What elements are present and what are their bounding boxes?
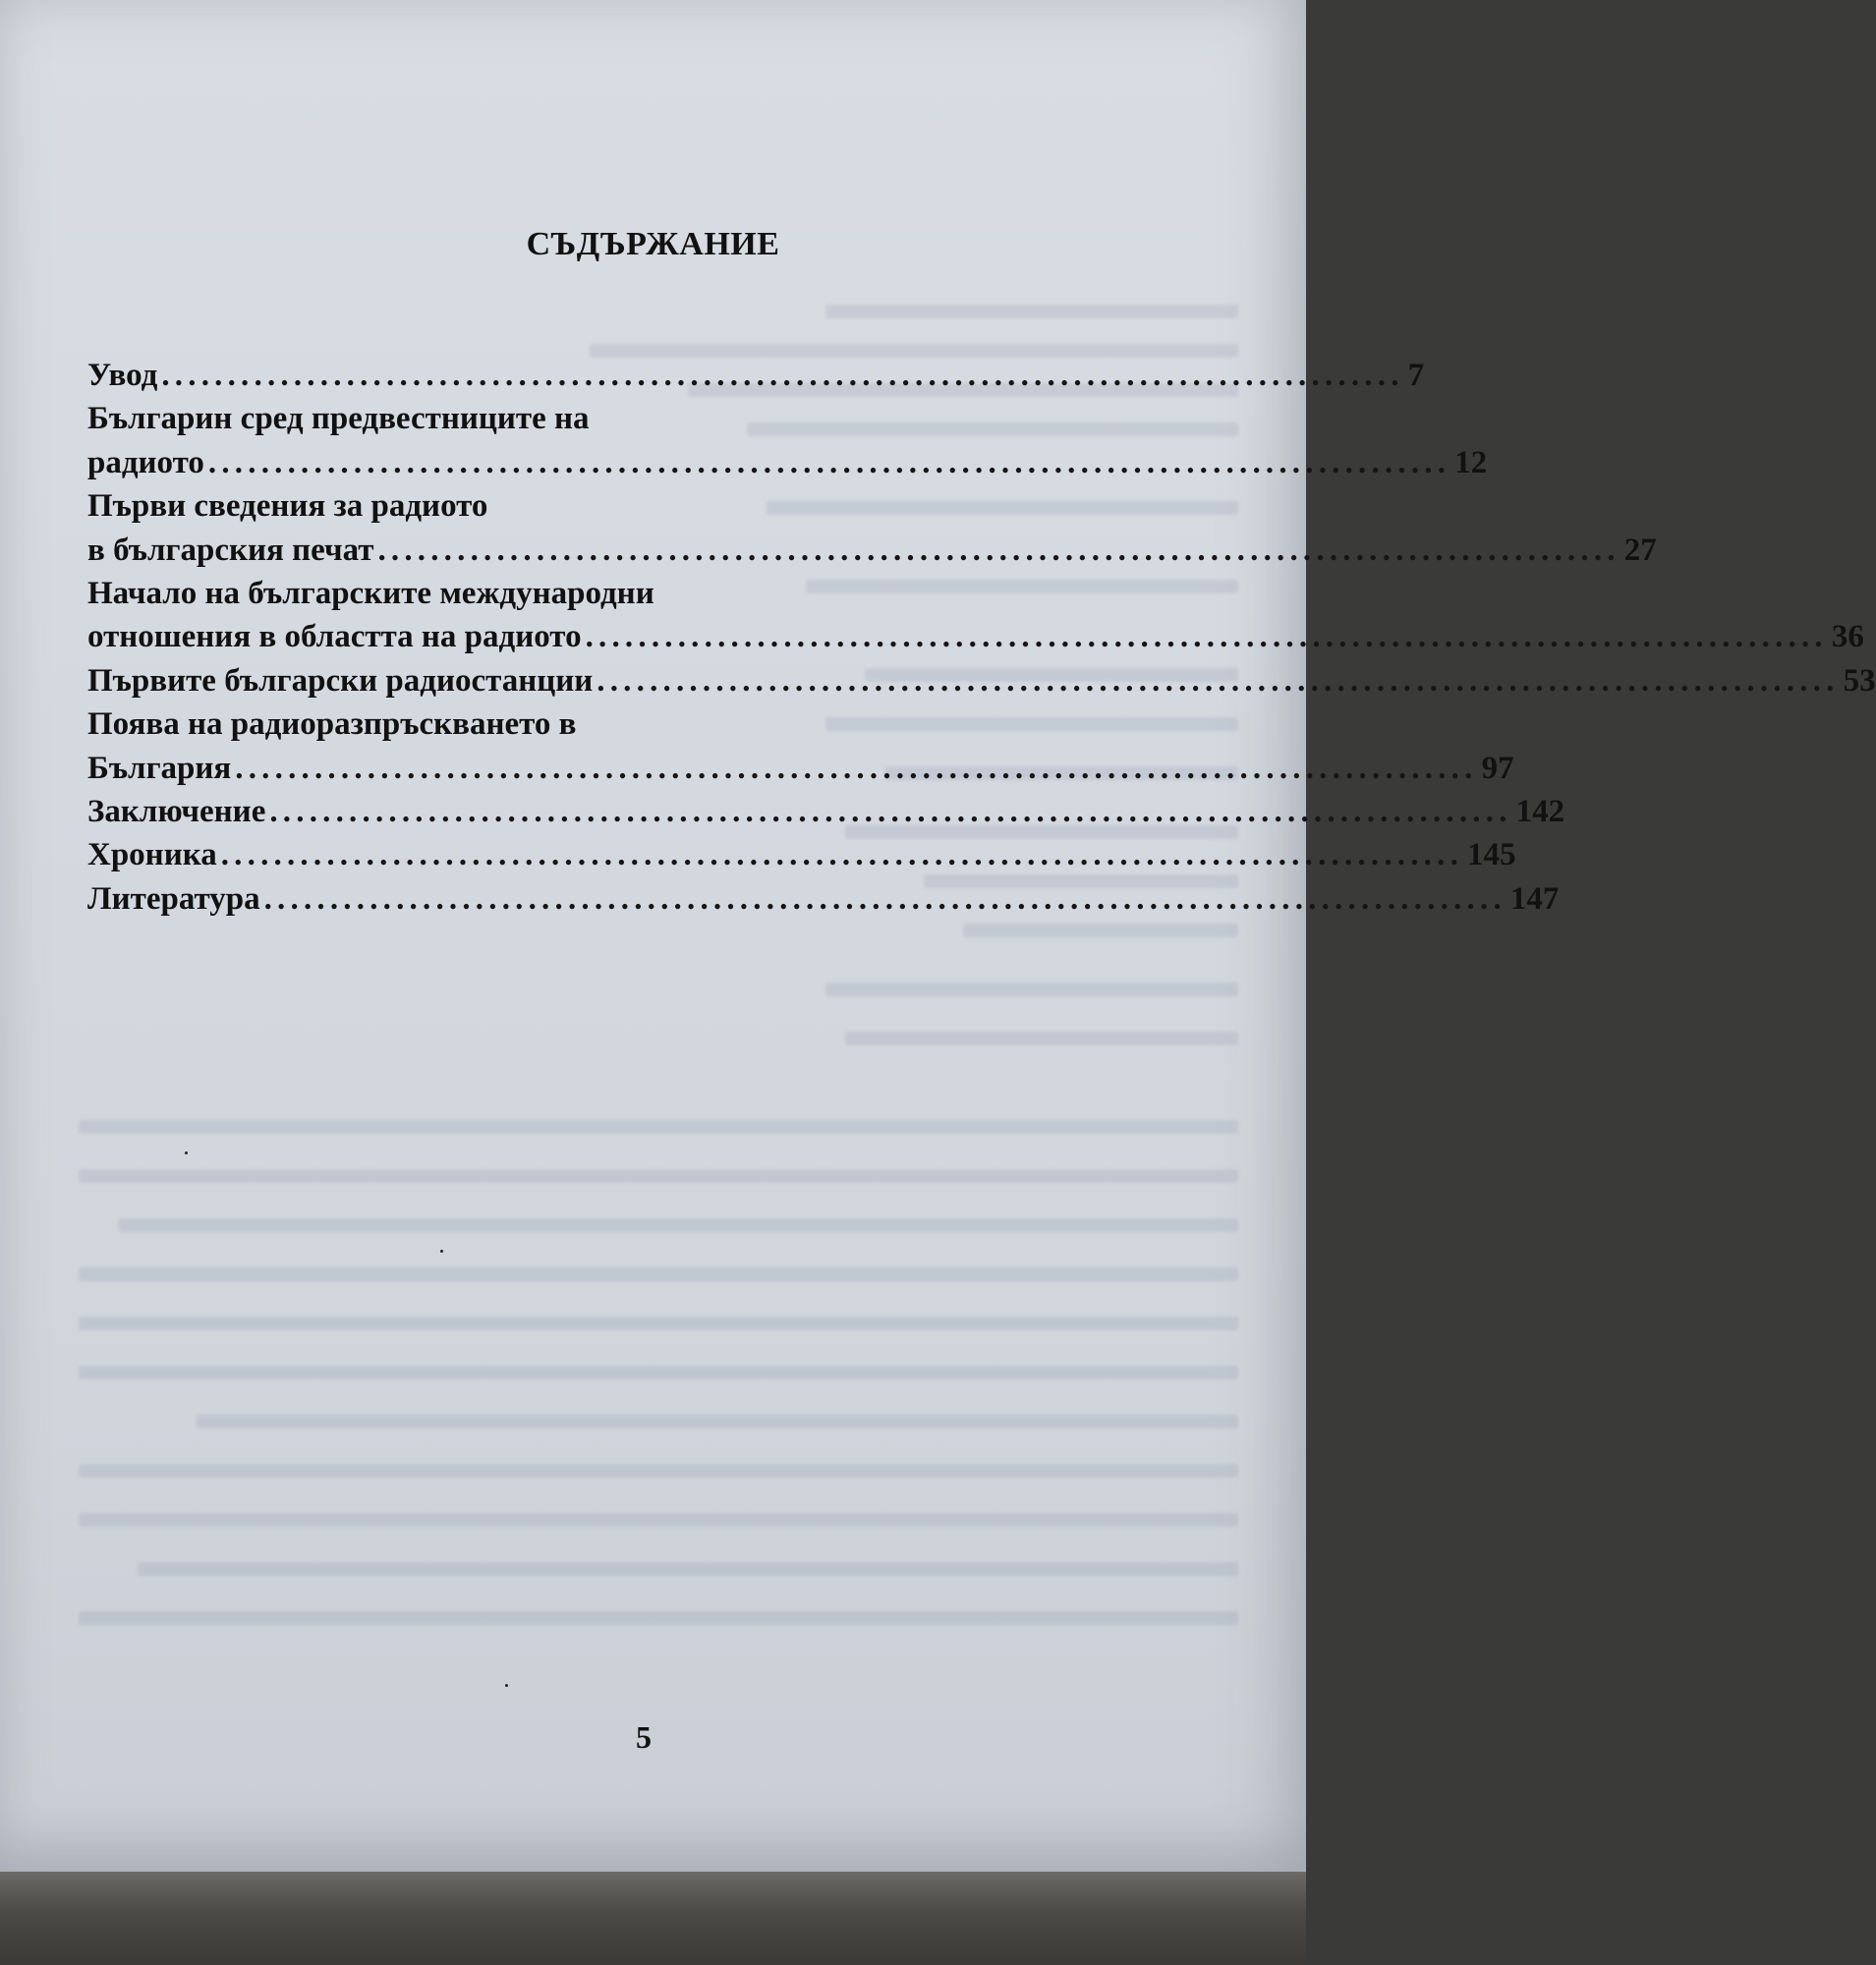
toc-entry-international <box>87 615 1864 658</box>
toc-entry-title-line <box>87 484 1227 528</box>
toc-entry-harbingers <box>87 441 1488 484</box>
page-number: 5 <box>636 1719 652 1755</box>
dot-leader: .............................................................................................. <box>597 662 1840 699</box>
toc-entry-title: в българския печат <box>87 532 374 568</box>
toc-page-number: 12 <box>1454 444 1488 480</box>
toc-entry-title: Начало на българските международни <box>87 575 654 611</box>
dot-leader: .............................................................................................. <box>263 880 1506 917</box>
toc-entry-title: радиото <box>87 444 204 480</box>
toc-entry-title: Първи сведения за радиото <box>87 488 488 525</box>
toc-entry-title: Поява на радиоразпръскването в <box>87 706 577 743</box>
toc-entry-intro <box>87 354 1425 397</box>
toc-entry-broadcasting <box>87 747 1514 790</box>
ink-speck <box>185 1151 188 1154</box>
toc-entry-conclusion <box>87 790 1565 833</box>
toc-page-number: 36 <box>1831 619 1864 655</box>
toc-page-number: 142 <box>1515 793 1565 829</box>
toc-page-number: 7 <box>1407 358 1425 393</box>
table-of-contents <box>87 354 1876 921</box>
toc-entry-title: Българин сред предвестниците на <box>87 401 590 437</box>
contents-heading: СЪДЪРЖАНИЕ <box>526 226 780 262</box>
toc-entry-title: Литература <box>87 880 260 917</box>
toc-entry-title: Увод <box>87 358 158 393</box>
toc-entry-title: Хроника <box>87 837 217 873</box>
toc-entry-title-line <box>87 397 1227 440</box>
dot-leader: .............................................................................................. <box>161 358 1404 393</box>
dot-leader: .............................................................................................. <box>207 444 1451 480</box>
toc-entry-title-line <box>87 572 1227 615</box>
dot-leader: .............................................................................................. <box>377 532 1620 568</box>
toc-page-number: 53 <box>1843 662 1876 699</box>
ink-speck <box>440 1250 443 1253</box>
toc-page-number: 27 <box>1623 532 1657 568</box>
toc-entry-title: Заключение <box>87 793 266 829</box>
dot-leader: .............................................................................................. <box>585 619 1828 655</box>
toc-entry-literature <box>87 877 1560 921</box>
toc-entry-press <box>87 529 1657 572</box>
toc-page-number: 147 <box>1509 880 1560 917</box>
toc-page-number: 145 <box>1467 837 1516 873</box>
toc-entry-title-line <box>87 702 1227 746</box>
dot-leader: .............................................................................................. <box>235 750 1478 786</box>
toc-entry-title: отношения в областта на радиото <box>87 619 582 655</box>
ink-speck <box>505 1684 508 1687</box>
background-surface <box>0 1872 1306 1965</box>
dot-leader: .............................................................................................. <box>220 837 1464 873</box>
toc-entry-stations <box>87 659 1876 702</box>
toc-entry-chronicle <box>87 833 1516 876</box>
toc-page-number: 97 <box>1481 750 1514 786</box>
dot-leader: .............................................................................................. <box>269 793 1512 829</box>
toc-entry-title: България <box>87 750 232 786</box>
toc-entry-title: Първите български радиостанции <box>87 662 594 699</box>
